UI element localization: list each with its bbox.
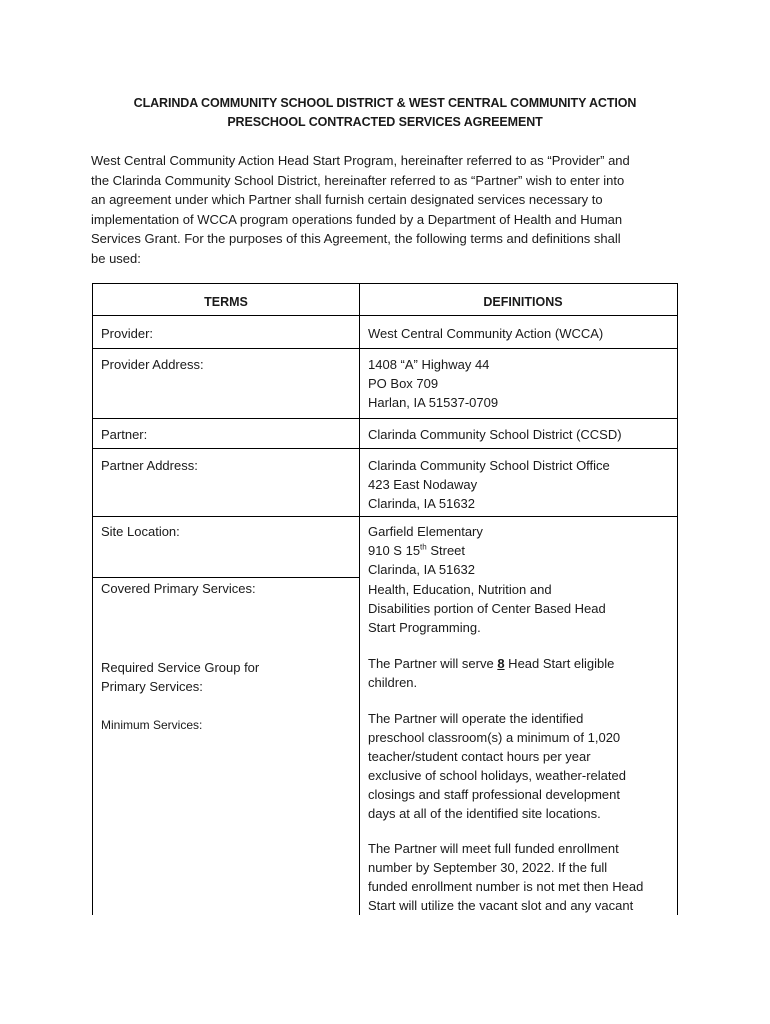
- address-line: Harlan, IA 51537-0709: [368, 395, 499, 410]
- provider-definition: West Central Community Action (WCCA): [368, 326, 604, 341]
- partner-address-term: Partner Address:: [101, 458, 198, 473]
- address-line: Clarinda Community School District Office: [368, 458, 610, 473]
- required-service-definition: [368, 654, 678, 692]
- address-line: [368, 541, 678, 560]
- address-line: Clarinda, IA 51632: [368, 562, 475, 577]
- address-line: 1408 “A” Highway 44: [368, 357, 490, 372]
- site-location-definition: [368, 522, 678, 579]
- definition-line: Start Programming.: [368, 620, 481, 635]
- partner-definition: Clarinda Community School District (CCSD): [368, 427, 622, 442]
- children-count: 8: [497, 656, 505, 671]
- definition-line: preschool classroom(s) a minimum of 1,020: [368, 730, 621, 745]
- provider-address-definition: [368, 355, 678, 412]
- address-line: 423 East Nodaway: [368, 477, 478, 492]
- partner-address-definition: [368, 456, 678, 513]
- terms-definitions-table: [92, 283, 678, 915]
- definition-line: children.: [368, 675, 418, 690]
- address-line: PO Box 709: [368, 376, 439, 391]
- row-divider: [93, 516, 677, 517]
- address-line: Garfield Elementary: [368, 524, 483, 539]
- row-divider: [93, 315, 677, 316]
- definition-line: exclusive of school holidays, weather-related: [368, 768, 626, 783]
- term-line: Primary Services:: [101, 679, 203, 694]
- row-divider: [93, 448, 677, 449]
- definition-text: Head Start eligible: [504, 656, 615, 671]
- column-divider: [359, 284, 360, 915]
- definition-line: The Partner will operate the identified: [368, 711, 584, 726]
- row-divider: [93, 577, 359, 578]
- partner-term: Partner:: [101, 427, 148, 442]
- row-divider: [93, 348, 677, 349]
- definition-line: funded enrollment number is not met then Head: [368, 879, 644, 894]
- definition-line: closings and staff professional development: [368, 787, 620, 802]
- intro-line: be used:: [91, 250, 141, 266]
- intro-line: an agreement under which Partner shall furnish certain designated services necessary to: [91, 192, 603, 207]
- covered-services-definition: [368, 580, 678, 637]
- term-line: Required Service Group for: [101, 660, 260, 675]
- intro-paragraph: [91, 151, 683, 268]
- definition-line: The Partner will meet full funded enrollment: [368, 841, 619, 856]
- intro-line: West Central Community Action Head Start Program, hereinafter referred to as “Provider” and: [91, 153, 630, 168]
- definition-line: Start will utilize the vacant slot and any vacant: [368, 898, 634, 913]
- minimum-services-term: Minimum Services:: [101, 718, 203, 732]
- title-line-2: PRESCHOOL CONTRACTED SERVICES AGREEMENT: [227, 115, 543, 129]
- ordinal-suffix: th: [420, 542, 427, 552]
- definition-text: The Partner will serve: [368, 656, 498, 671]
- provider-term: Provider:: [101, 326, 154, 341]
- definition-line: days at all of the identified site locations.: [368, 806, 601, 821]
- title-line-1: CLARINDA COMMUNITY SCHOOL DISTRICT & WEST CENTRAL COMMUNITY ACTION: [133, 96, 637, 110]
- required-service-term: [101, 658, 351, 696]
- covered-services-term: Covered Primary Services:: [101, 581, 256, 596]
- intro-line: the Clarinda Community School District, hereinafter referred to as “Partner” wish to enter into: [91, 172, 625, 188]
- definition-line: number by September 30, 2022. If the full: [368, 860, 608, 875]
- site-location-term: Site Location:: [101, 524, 180, 539]
- intro-line: implementation of WCCA program operations funded by a Department of Health and Human: [91, 211, 623, 227]
- definition-line: teacher/student contact hours per year: [368, 749, 591, 764]
- document-title: [92, 94, 678, 132]
- minimum-services-definition-2: [368, 839, 678, 915]
- address-line: Clarinda, IA 51632: [368, 496, 475, 511]
- header-definitions: DEFINITIONS: [483, 295, 563, 309]
- street-number: 910 S 15: [368, 543, 421, 558]
- header-terms: TERMS: [204, 295, 248, 309]
- row-divider: [93, 418, 677, 419]
- definition-line: Health, Education, Nutrition and: [368, 582, 552, 597]
- minimum-services-definition-1: [368, 709, 678, 823]
- intro-line: Services Grant. For the purposes of this Agreement, the following terms and definitions shall: [91, 231, 621, 246]
- street-name: Street: [426, 543, 466, 558]
- provider-address-term: Provider Address:: [101, 357, 204, 372]
- definition-line: Disabilities portion of Center Based Head: [368, 601, 606, 616]
- definition-line: [368, 654, 678, 673]
